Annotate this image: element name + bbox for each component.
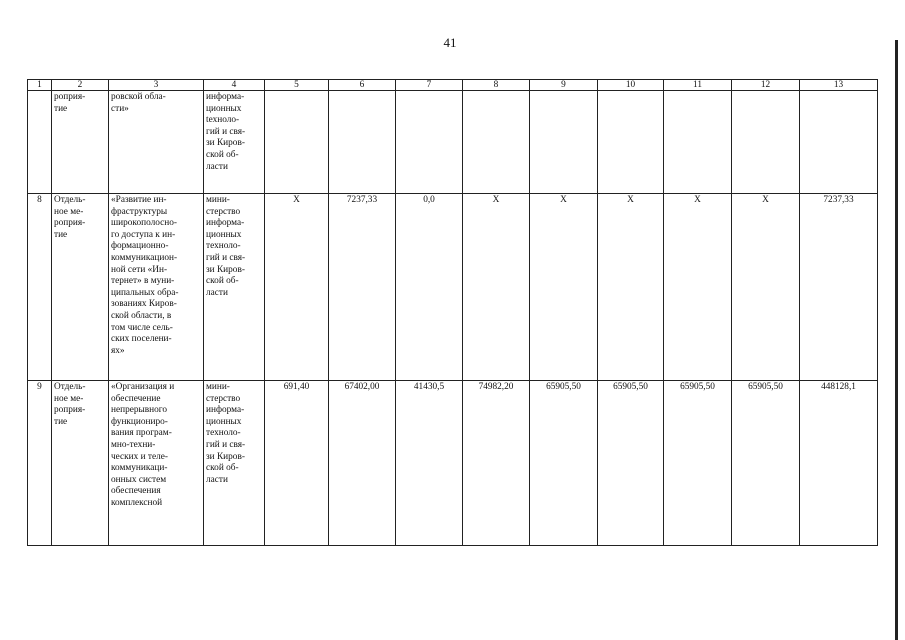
- value-cell-col-11: 65905,50: [664, 381, 732, 546]
- value-cell-col-8: [463, 91, 530, 194]
- row-number: [28, 91, 52, 194]
- column-header-13: 13: [800, 80, 878, 91]
- column-header-10: 10: [598, 80, 664, 91]
- header-row: [28, 80, 878, 91]
- table-row: [28, 91, 878, 194]
- table-row: [28, 194, 878, 381]
- value-cell-col-12: Х: [732, 194, 800, 381]
- table-row: [28, 381, 878, 546]
- status-cell: Отдель- ное ме- роприя- тие: [52, 194, 109, 381]
- column-header-9: 9: [530, 80, 598, 91]
- value-cell-col-5: Х: [265, 194, 329, 381]
- column-header-3: 3: [109, 80, 204, 91]
- value-cell-col-6: [329, 91, 396, 194]
- value-cell-col-11: Х: [664, 194, 732, 381]
- value-cell-col-6: 7237,33: [329, 194, 396, 381]
- column-header-1: 1: [28, 80, 52, 91]
- value-cell-col-13: [800, 91, 878, 194]
- value-cell-col-10: [598, 91, 664, 194]
- table-body: [28, 91, 878, 546]
- column-header-5: 5: [265, 80, 329, 91]
- responsible-executor-cell: мини- стерство информа- ционных техноло- гий и свя- зи Киров- ской об- ласти: [204, 381, 265, 546]
- measure-name-cell: ровской обла- сти»: [109, 91, 204, 194]
- value-cell-col-9: [530, 91, 598, 194]
- measure-name-cell: «Развитие ин- фраструктуры широкополосно- го доступа к ин- формационно- коммуникацион- ной сети «Ин- тернет» в муни- ципальных обра- зованиях Киров- ской области, в том числе сель- ских поселени- ях»: [109, 194, 204, 381]
- value-cell-col-7: 41430,5: [396, 381, 463, 546]
- value-cell-col-6: 67402,00: [329, 381, 396, 546]
- column-header-8: 8: [463, 80, 530, 91]
- page-number: 41: [443, 35, 457, 50]
- column-header-6: 6: [329, 80, 396, 91]
- value-cell-col-7: [396, 91, 463, 194]
- row-number: 9: [28, 381, 52, 546]
- value-cell-col-10: Х: [598, 194, 664, 381]
- column-header-12: 12: [732, 80, 800, 91]
- value-cell-col-9: 65905,50: [530, 381, 598, 546]
- responsible-executor-cell: информа- ционных tехноло- гий и свя- зи Киров- ской об- ласти: [204, 91, 265, 194]
- column-header-11: 11: [664, 80, 732, 91]
- responsible-executor-cell: мини- стерство информа- ционных техноло- гий и свя- зи Киров- ской об- ласти: [204, 194, 265, 381]
- row-number: 8: [28, 194, 52, 381]
- status-cell: Отдель- ное ме- роприя- тие: [52, 381, 109, 546]
- value-cell-col-8: Х: [463, 194, 530, 381]
- scan-edge-bar: [895, 40, 898, 640]
- value-cell-col-5: 691,40: [265, 381, 329, 546]
- column-header-2: 2: [52, 80, 109, 91]
- value-cell-col-9: Х: [530, 194, 598, 381]
- value-cell-col-12: [732, 91, 800, 194]
- value-cell-col-13: 448128,1: [800, 381, 878, 546]
- status-cell: роприя- тие: [52, 91, 109, 194]
- value-cell-col-7: 0,0: [396, 194, 463, 381]
- value-cell-col-5: [265, 91, 329, 194]
- budget-table: [27, 79, 878, 546]
- value-cell-col-13: 7237,33: [800, 194, 878, 381]
- value-cell-col-8: 74982,20: [463, 381, 530, 546]
- value-cell-col-11: [664, 91, 732, 194]
- value-cell-col-10: 65905,50: [598, 381, 664, 546]
- column-header-7: 7: [396, 80, 463, 91]
- value-cell-col-12: 65905,50: [732, 381, 800, 546]
- measure-name-cell: «Организация и обеспечение непрерывного функциониро- вания програм- мно-техни- ческих и теле- коммуникаци- онных систем обеспечения комплексной: [109, 381, 204, 546]
- column-header-4: 4: [204, 80, 265, 91]
